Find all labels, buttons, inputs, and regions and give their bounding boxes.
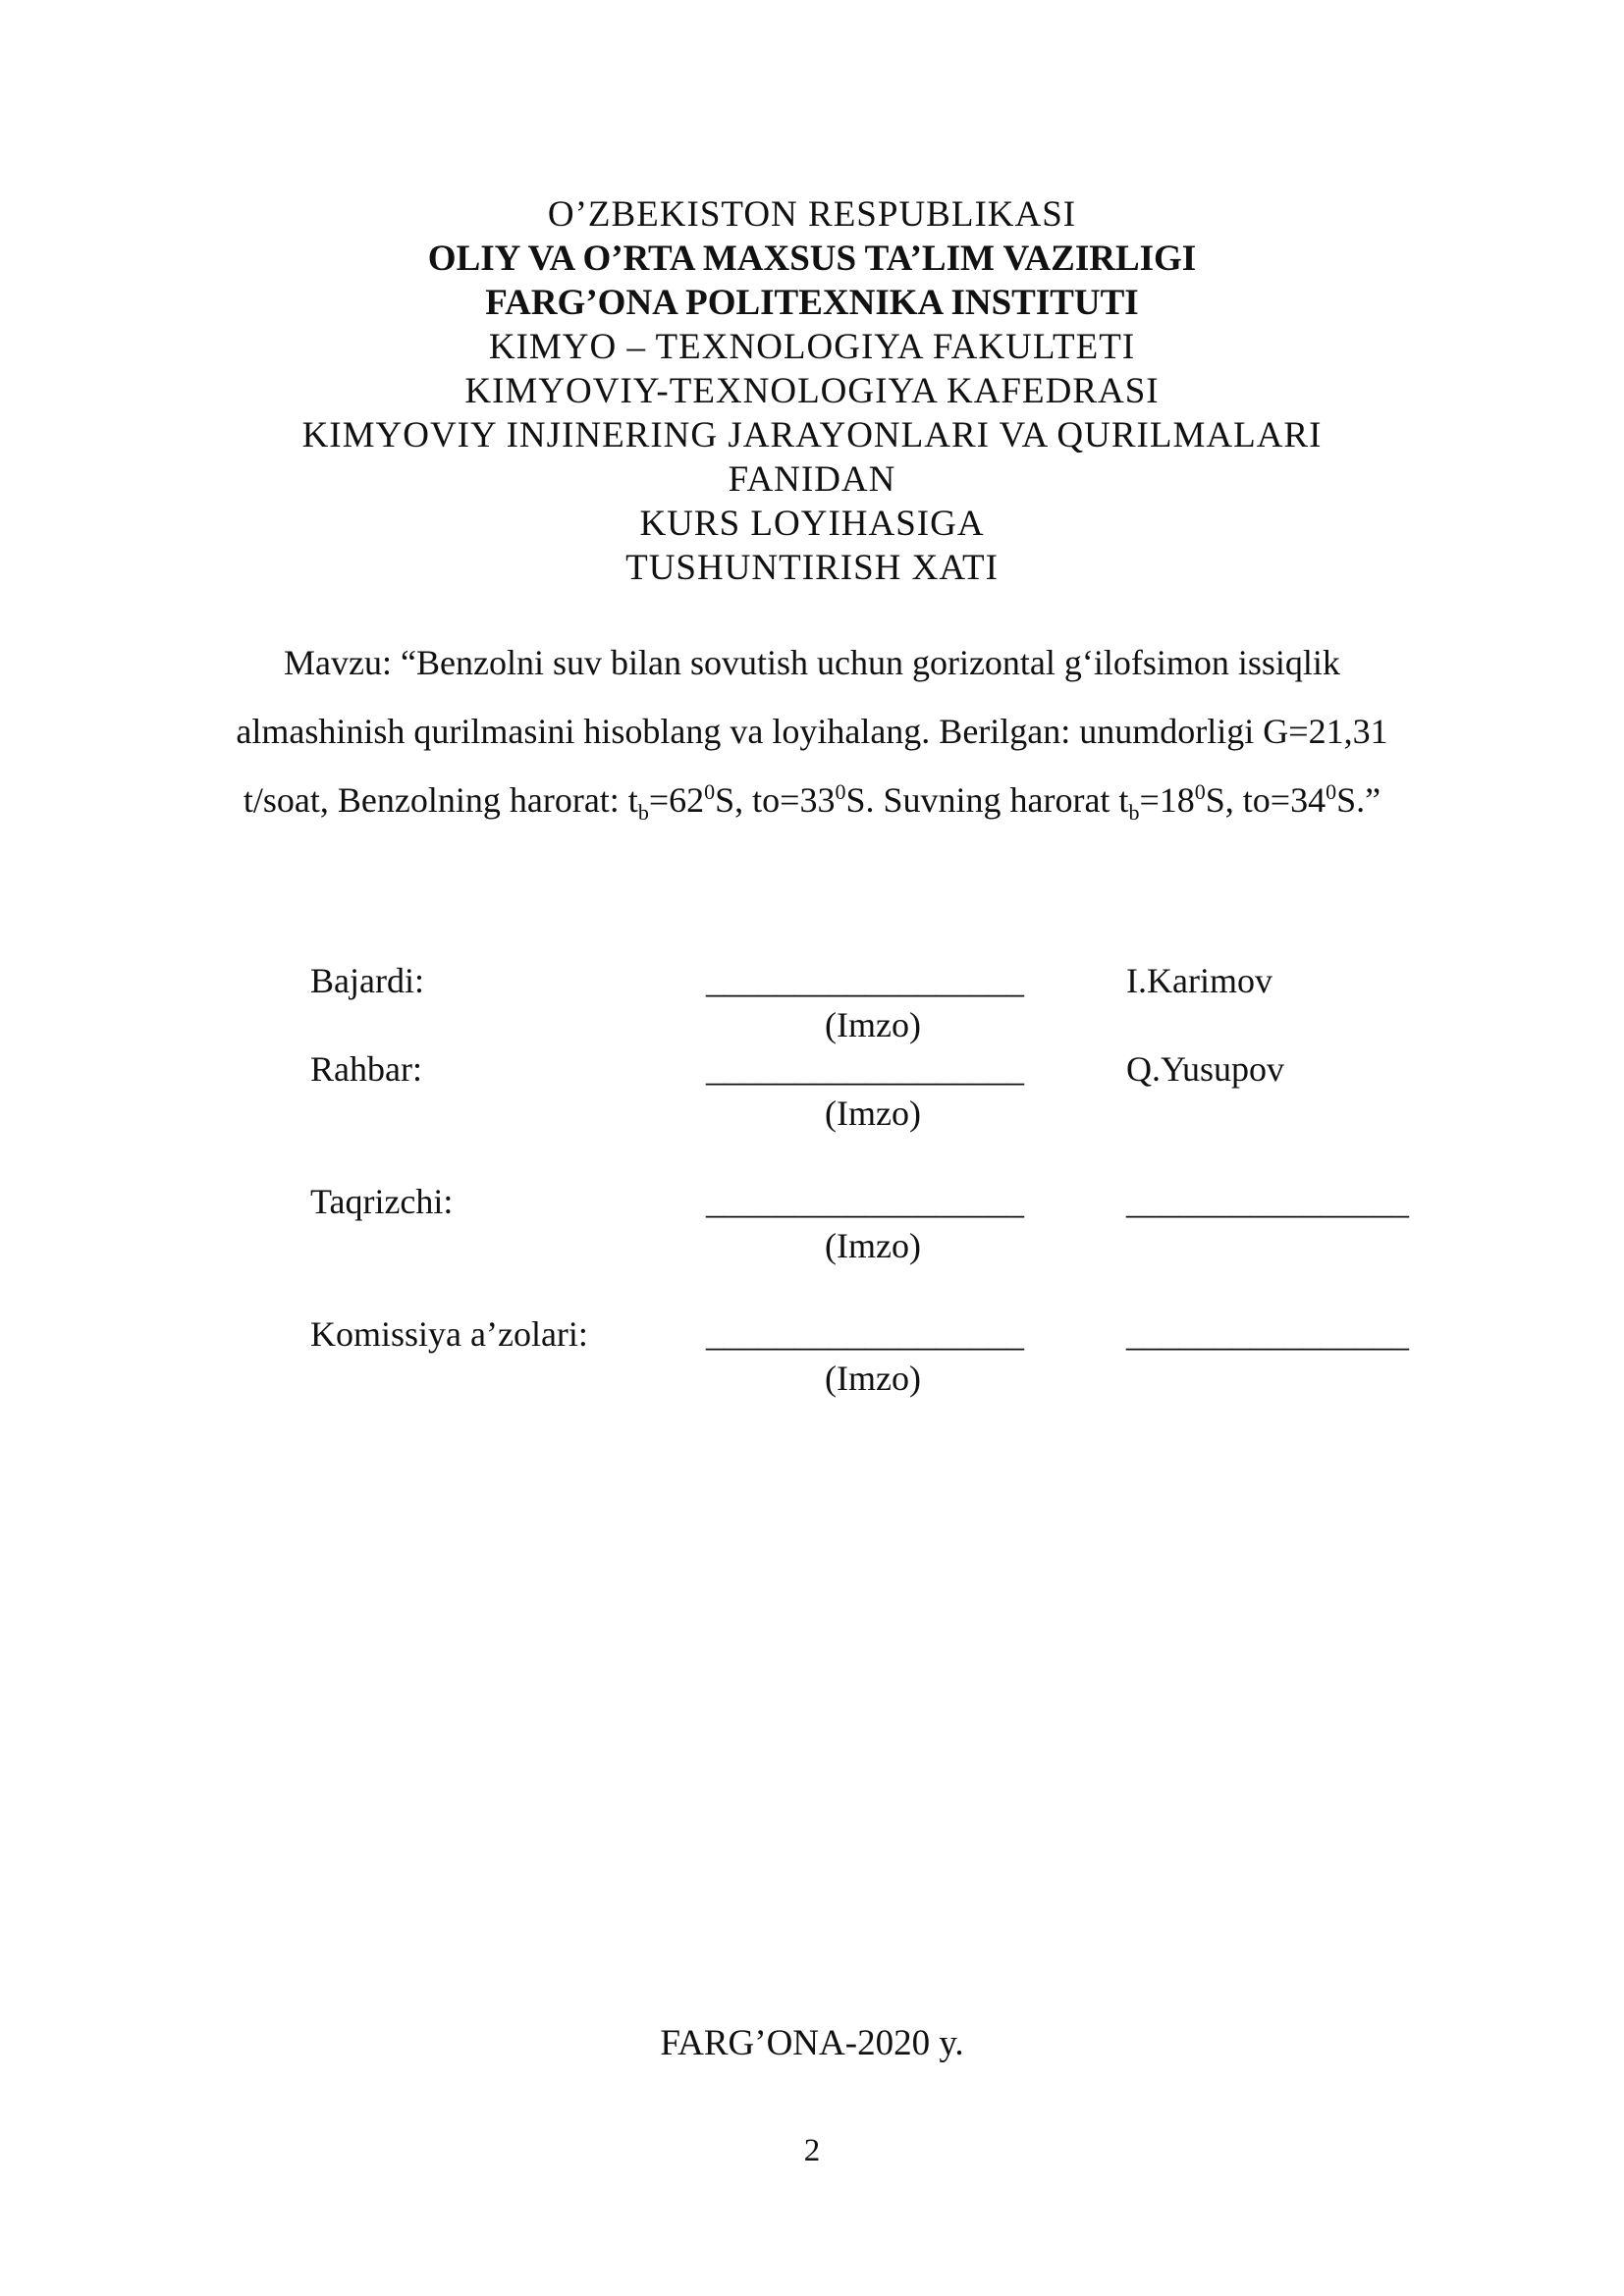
signature-imzo-label: (Imzo) [825,1226,921,1265]
topic-text-6: S, to=34 [1205,780,1326,820]
footer-place-year: FARG’ONA-2020 y. [660,2023,964,2063]
signature-line: __________________ [706,1182,1024,1221]
topic-text-5: =18 [1139,780,1195,820]
topic-superscript-2: 0 [835,779,846,804]
signature-name: I.Karimov [1126,961,1272,1000]
topic-subscript-1: b [637,800,649,826]
header-explanatory-note: TUSHUNTIRISH XATI [625,548,999,588]
signature-line: __________________ [706,1314,1024,1354]
signature-label: Komissiya a’zolari: [310,1314,588,1354]
header-institute: FARG’ONA POLITEXNIKA INSTITUTI [485,283,1139,323]
header-ministry: OLIY VA O’RTA MAXSUS TA’LIM VAZIRLIGI [427,239,1197,279]
header-course-project: KURS LOYIHASIGA [639,504,985,544]
topic-text-4: S. Suvning harorat t [845,780,1129,820]
page-number: 2 [803,2133,821,2168]
header-country: O’ZBEKISTON RESPUBLIKASI [547,194,1077,235]
signature-label: Bajardi: [310,961,424,1000]
topic-text-3: S, to=33 [715,780,836,820]
name-blank-line: ________________ [1126,1182,1409,1221]
signature-imzo-label: (Imzo) [825,1094,921,1133]
signature-row-performer [0,960,1624,1048]
signature-line: __________________ [706,961,1024,1000]
topic-superscript-1: 0 [704,779,716,804]
topic-text-7: S.” [1336,780,1381,820]
topic-paragraph [196,628,1428,834]
header-faculty: KIMYO – TEXNOLOGIYA FAKULTETI [488,327,1136,367]
document-header [0,192,1624,590]
topic-subscript-2: b [1128,800,1140,826]
topic-text-1: Mavzu: “Benzolni suv bilan sovutish uchun gorizontal g‘ilofsimon issiqlik almashinish qurilmasini hisoblang va loyihalang. Berilgan: unumdorligi G=21,31 t/soat, Benzolning harorat: t [236,643,1388,820]
signature-row-commission [0,1313,1624,1402]
signature-label: Rahbar: [310,1049,422,1089]
topic-superscript-4: 0 [1326,779,1337,804]
topic-text-2: =62 [648,780,705,820]
header-subject-cont: FANIDAN [728,459,896,500]
signature-line: __________________ [706,1049,1024,1089]
signature-label: Taqrizchi: [310,1182,454,1221]
name-blank-line: ________________ [1126,1314,1409,1354]
signature-imzo-label: (Imzo) [825,1005,921,1044]
signature-imzo-label: (Imzo) [825,1359,921,1398]
header-department: KIMYOVIY-TEXNOLOGIYA KAFEDRASI [464,371,1160,411]
topic-superscript-3: 0 [1194,779,1206,804]
signature-name: Q.Yusupov [1126,1049,1285,1089]
header-subject: KIMYOVIY INJINERING JARAYONLARI VA QURILMALARI [301,415,1323,455]
signature-row-reviewer [0,1181,1624,1269]
signature-row-supervisor [0,1048,1624,1137]
